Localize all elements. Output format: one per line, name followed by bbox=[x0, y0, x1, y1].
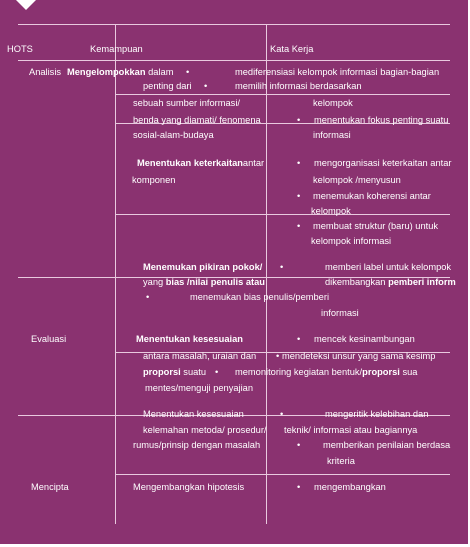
kata-kerja-text: mediferensiasi kelompok informasi bagian-bagian bbox=[235, 67, 440, 77]
kemampuan-pre: yang bbox=[143, 277, 166, 287]
kata-kerja-text: mendeteksi unsur yang sama kesimp bbox=[282, 351, 436, 361]
bullet: • bbox=[297, 158, 301, 168]
kata-kerja-text bbox=[235, 366, 417, 378]
kemampuan-text: sebuah sumber informasi/ bbox=[133, 98, 240, 108]
kemampuan-rest: antar bbox=[242, 158, 265, 168]
kata-kerja-text: membuat struktur (baru) untuk bbox=[313, 221, 439, 231]
kemampuan-text: Mengembangkan hipotesis bbox=[133, 482, 245, 492]
kemampuan-text: Menentukan kesesuaian bbox=[143, 409, 244, 419]
kata-kerja-post: sua bbox=[399, 367, 418, 377]
kata-kerja-text: kelompok informasi bbox=[311, 236, 392, 246]
kata-kerja-pre: memonitoring kegiatan bentuk/ bbox=[235, 367, 363, 377]
kata-kerja-bold: pemberi inform bbox=[388, 277, 456, 287]
kemampuan-text bbox=[143, 276, 265, 288]
hots-label-mencipta: Mencipta bbox=[31, 482, 69, 492]
bullet: • bbox=[146, 292, 150, 302]
kata-kerja-text: kelompok bbox=[313, 98, 353, 108]
bullet: • bbox=[186, 67, 190, 77]
kata-kerja-text: mengorganisasi keterkaitan antar bbox=[314, 158, 452, 168]
kemampuan-bold: Mengelompokkan bbox=[67, 67, 146, 77]
kemampuan-text bbox=[143, 366, 206, 378]
bullet: • bbox=[297, 334, 301, 344]
kemampuan-text: komponen bbox=[132, 175, 176, 185]
row-divider bbox=[18, 24, 450, 25]
kata-kerja-text: menemukan koherensi antar bbox=[313, 191, 431, 201]
kata-kerja-text: informasi bbox=[321, 308, 359, 318]
kemampuan-text: Menentukan kesesuaian bbox=[136, 334, 243, 344]
row-divider bbox=[18, 60, 450, 61]
kemampuan-text: antara masalah, uraian dan bbox=[143, 351, 257, 361]
bullet: • bbox=[280, 409, 284, 419]
kata-kerja-text: memberi label untuk kelompok bbox=[325, 262, 452, 272]
kemampuan-rest: dalam bbox=[145, 67, 174, 77]
kata-kerja-text: kelompok /menyusun bbox=[313, 175, 401, 185]
kata-kerja-text: kelompok bbox=[311, 206, 351, 216]
kemampuan-text: penting dari bbox=[143, 81, 192, 91]
kemampuan-text: rumus/prinsip dengan masalah bbox=[133, 440, 261, 450]
kata-kerja-text: teknik/ informasi atau bagiannya bbox=[284, 425, 418, 435]
kata-kerja-text: memilih informasi berdasarkan bbox=[235, 81, 362, 91]
kemampuan-text bbox=[137, 157, 264, 169]
row-divider bbox=[116, 214, 450, 215]
kemampuan-text bbox=[67, 66, 173, 78]
row-divider bbox=[116, 94, 450, 95]
kata-kerja-text: kriteria bbox=[327, 456, 355, 466]
kata-kerja-pre: dikembangkan bbox=[325, 277, 389, 287]
kata-kerja-text: mengeritik kelebihan dan bbox=[325, 409, 429, 419]
bullet: • bbox=[297, 482, 301, 492]
kata-kerja-text: mengembangkan bbox=[314, 482, 386, 492]
column-divider bbox=[266, 24, 267, 524]
hots-label-evaluasi: Evaluasi bbox=[31, 334, 67, 344]
bullet: • bbox=[276, 351, 280, 361]
kata-kerja-text: mencek kesinambungan bbox=[314, 334, 415, 344]
bullet: • bbox=[280, 262, 284, 272]
kata-kerja-bold: proporsi bbox=[362, 367, 400, 377]
kata-kerja-text: menentukan fokus penting suatu bbox=[314, 115, 449, 125]
kemampuan-text: benda yang diamati/ fenomena bbox=[133, 115, 261, 125]
bullet: • bbox=[215, 367, 219, 377]
bullet: • bbox=[297, 191, 301, 201]
kata-kerja-text bbox=[325, 276, 456, 288]
kemampuan-bold: proporsi bbox=[143, 367, 181, 377]
bullet: • bbox=[297, 221, 301, 231]
bullet: • bbox=[204, 81, 208, 91]
kemampuan-rest: suatu bbox=[180, 367, 207, 377]
kemampuan-text: kelemahan metoda/ prosedur/ bbox=[143, 425, 267, 435]
kata-kerja-text: menemukan bias penulis/pemberi bbox=[190, 292, 330, 302]
kata-kerja-text: memberikan penilaian berdasa bbox=[323, 440, 451, 450]
header-kata-kerja: Kata Kerja bbox=[270, 44, 314, 54]
hots-label-analisis: Analisis bbox=[29, 67, 62, 77]
kemampuan-text: sosial-alam-budaya bbox=[133, 130, 214, 140]
header-hots: HOTS bbox=[7, 44, 33, 54]
kemampuan-text: Menemukan pikiran pokok/ bbox=[143, 262, 263, 272]
kemampuan-bold: bias /nilai penulis atau bbox=[165, 277, 265, 287]
header-kemampuan: Kemampuan bbox=[90, 44, 143, 54]
kemampuan-bold: Menentukan keterkaitan bbox=[137, 158, 243, 168]
column-divider bbox=[115, 24, 116, 524]
kata-kerja-text: informasi bbox=[313, 130, 351, 140]
kemampuan-text: mentes/menguji penyajian bbox=[145, 383, 254, 393]
bullet: • bbox=[297, 440, 301, 450]
header-notch bbox=[16, 0, 36, 10]
row-divider bbox=[116, 474, 450, 475]
bullet: • bbox=[297, 115, 301, 125]
